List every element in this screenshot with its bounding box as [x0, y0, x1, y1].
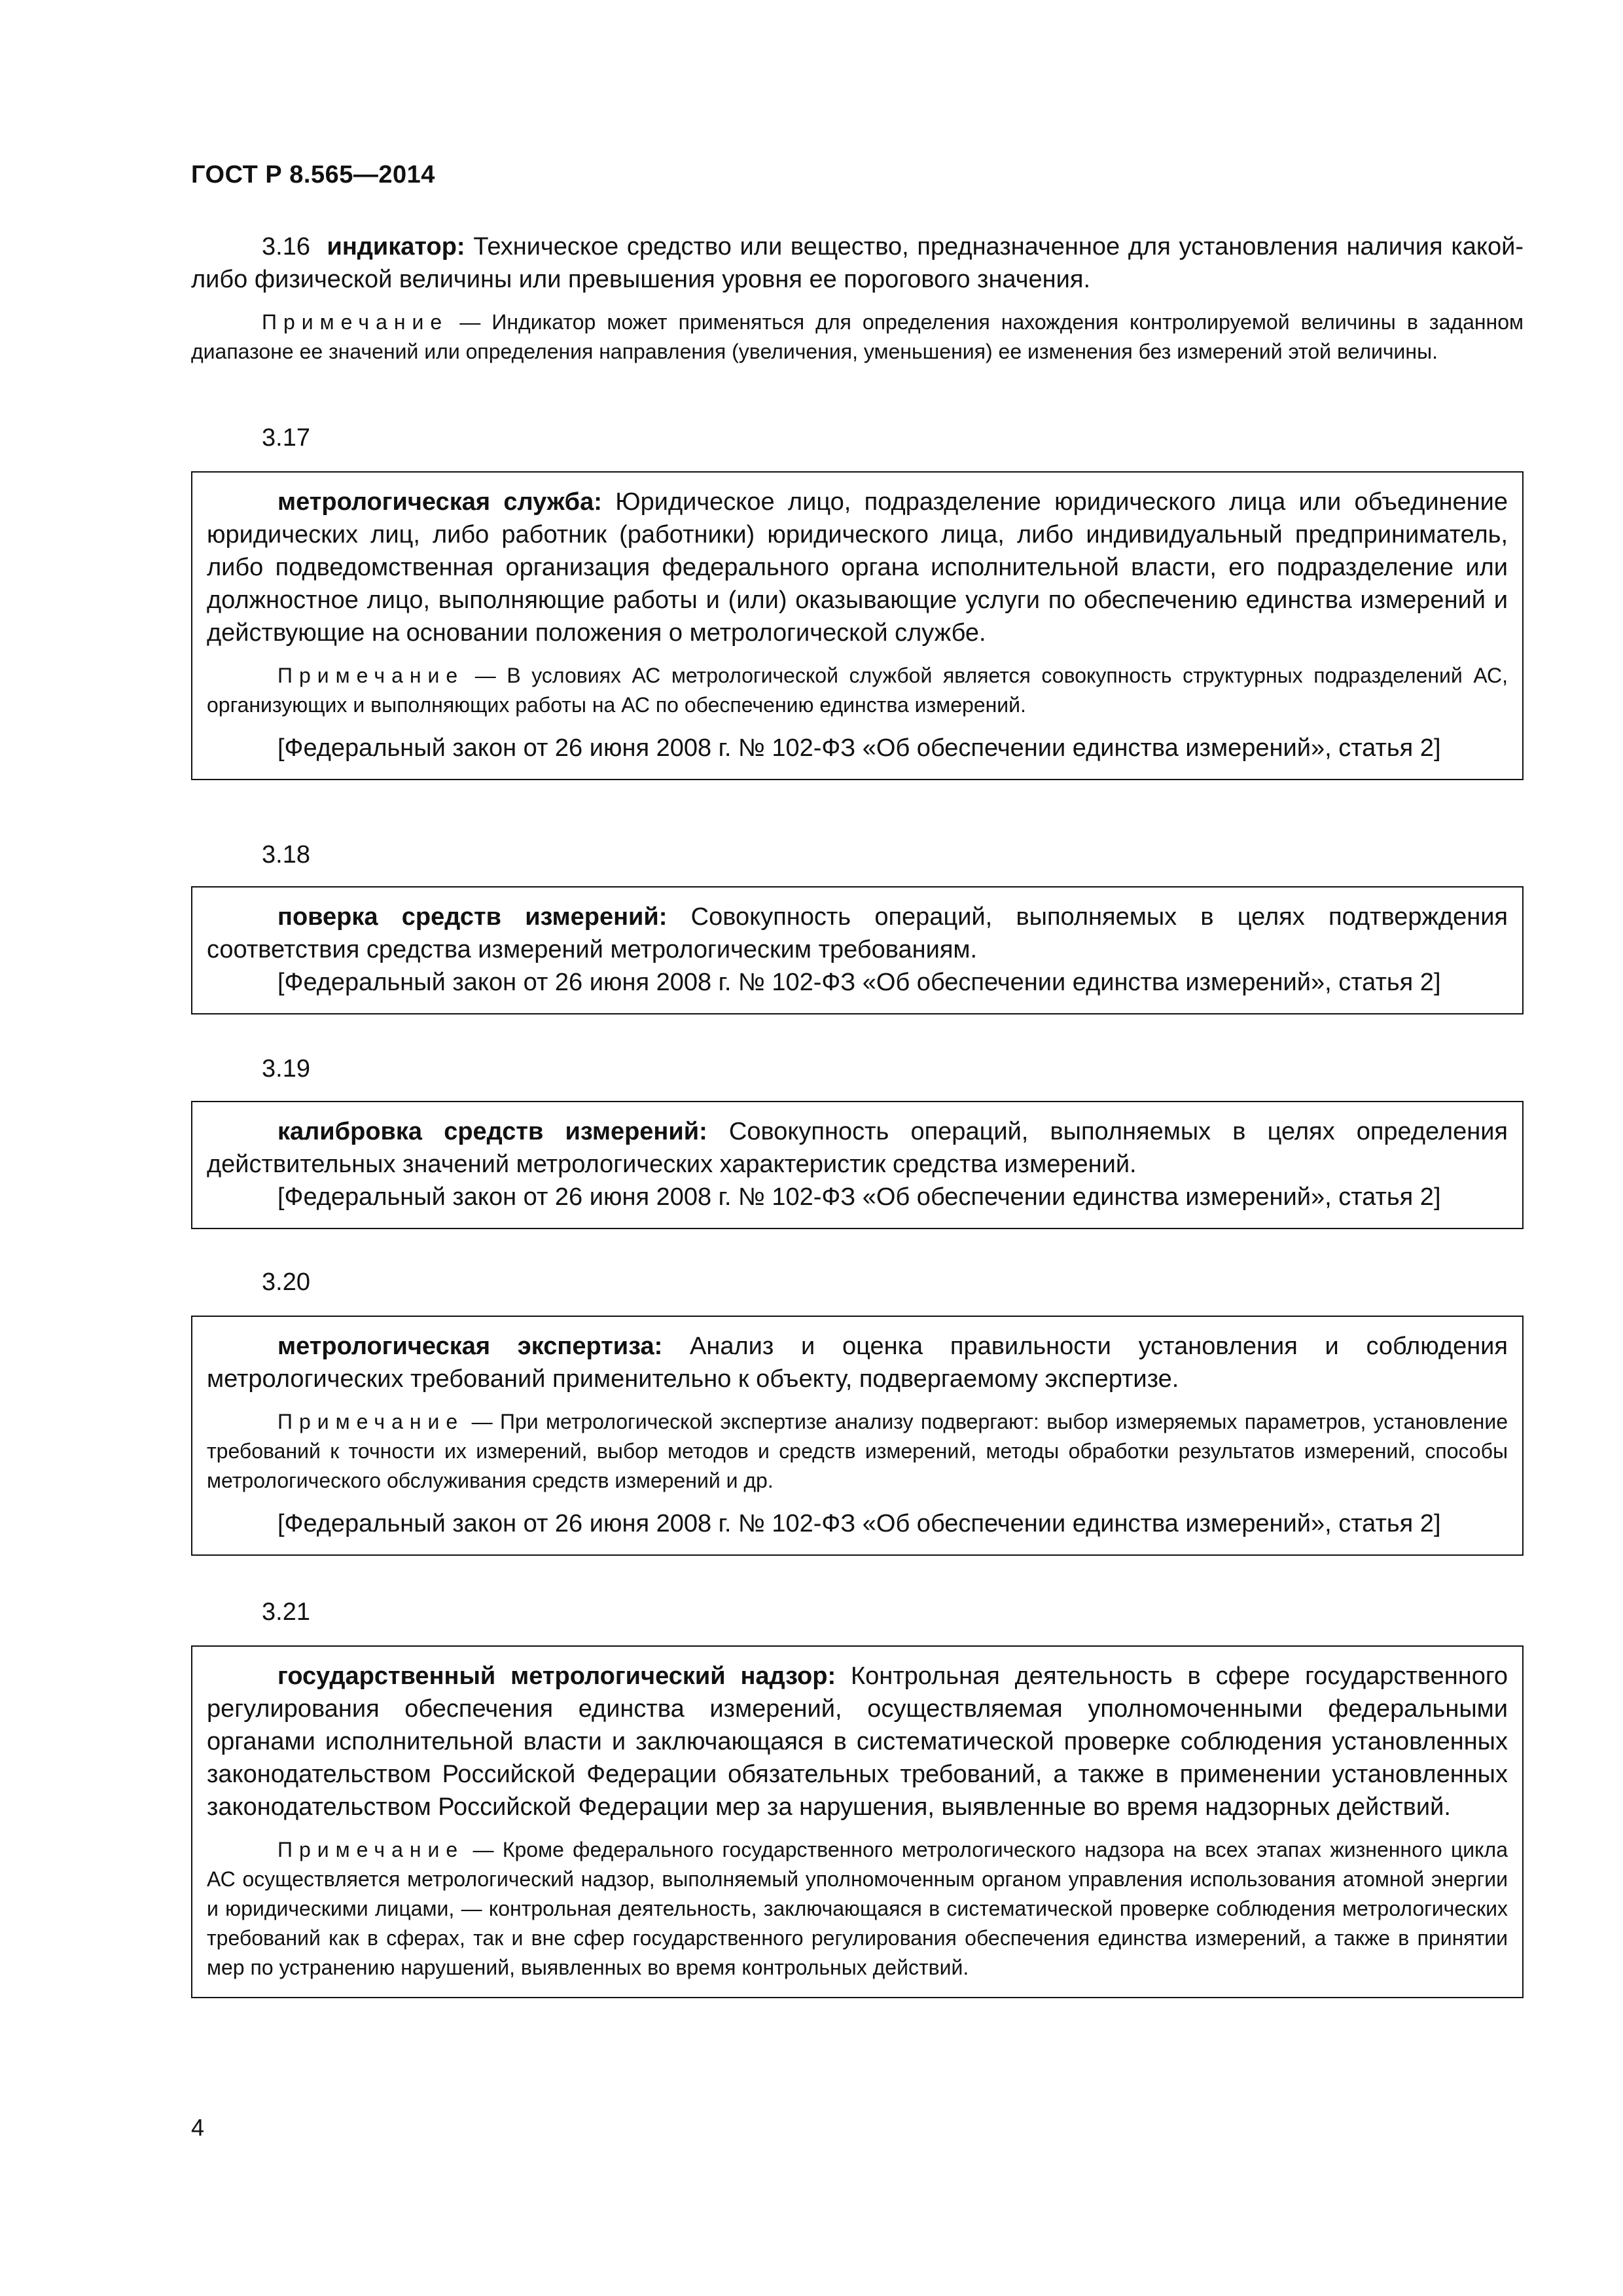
note-text: Кроме федерального государственного метрологического надзора на всех этапах жизненного цикла АС осуществляется метрологический надзор, выполняемый уполномоченным органом управления использования атомной энергии и юридическими лицами, — контрольная деятельность, заключающаяся в систематической проверке соблюдения метрологических требований как в сферах, так и вне сфер государственного регулирования обеспечения единства измерений, а также в принятии мер по устранению нарушений, выявленных во время контрольных действий. — [207, 1838, 1508, 1979]
section-3-16 — [191, 230, 1524, 367]
section-3-20-box — [191, 1316, 1524, 1556]
note-text: При метрологической экспертизе анализу подвергают: выбор измеряемых параметров, установление требований к точности их измерений, выбор методов и средств измерений, методы обработки результатов измерений, способы метрологического обслуживания средств измерений и др. — [207, 1410, 1508, 1492]
section-number: 3.16 — [262, 233, 310, 260]
source-reference: [Федеральный закон от 26 июня 2008 г. № 102-ФЗ «Об обеспечении единства измерений», статья 2] — [277, 1183, 1441, 1211]
section-number: 3.18 — [262, 841, 310, 869]
section-3-19-box — [191, 1101, 1524, 1229]
term: государственный метрологический надзор: — [277, 1662, 836, 1690]
definition: Техническое средство или вещество, предназначенное для установления наличия какой-либо физической величины или превышения уровня ее порогового значения. — [191, 233, 1524, 293]
definition: Анализ и оценка правильности установления и соблюдения метрологических требований применительно к объекту, подвергаемому экспертизе. — [207, 1333, 1508, 1393]
definition: Юридическое лицо, подразделение юридического лица или объединение юридических лиц, либо работник (работники) юридического лица, либо индивидуальный предприниматель, либо подведомственная организация федерального органа исполнительной власти, его подразделение или должностное лицо, выполняющие работы и (или) оказывающие услуги по обеспечению единства измерений и действующие на основании положения о метрологической службе. — [207, 488, 1508, 647]
term: метрологическая служба: — [277, 488, 602, 516]
note: Примечание — Индикатор может применяться для определения нахождения контролируемой величины в заданном диапазоне ее значений или определения направления (увеличения, уменьшения) ее изменения без измерений этой величины. — [191, 310, 1524, 363]
source-reference: [Федеральный закон от 26 июня 2008 г. № 102-ФЗ «Об обеспечении единства измерений», статья 2] — [277, 734, 1441, 762]
definition: Совокупность операций, выполняемых в целях подтверждения соответствия средства измерений метрологическим требованиям. — [207, 903, 1508, 963]
term: метрологическая экспертиза: — [277, 1333, 663, 1360]
section-number: 3.20 — [262, 1268, 310, 1296]
term: калибровка средств измерений: — [277, 1118, 707, 1145]
definition-paragraph — [207, 901, 1508, 966]
note-label: Примечание — [277, 1410, 465, 1433]
note-label: Примечание — [277, 1838, 465, 1861]
source-reference: [Федеральный закон от 26 июня 2008 г. № 102-ФЗ «Об обеспечении единства измерений», статья 2] — [277, 969, 1441, 996]
page-number: 4 — [191, 2114, 205, 2141]
term: индикатор: — [327, 233, 465, 260]
definition-paragraph — [207, 1660, 1508, 1823]
document-header: ГОСТ Р 8.565—2014 — [191, 161, 435, 188]
definition-paragraph — [207, 1115, 1508, 1181]
section-3-21-box — [191, 1645, 1524, 1998]
definition: Совокупность операций, выполняемых в целях определения действительных значений метрологических характеристик средства измерений. — [207, 1118, 1508, 1178]
section-number: 3.17 — [262, 424, 310, 452]
section-number: 3.19 — [262, 1055, 310, 1083]
section-3-17-box — [191, 471, 1524, 780]
note-text: В условиях АС метрологической службой является совокупность структурных подразделений АС, организующих и выполняющих работы на АС по обеспечению единства измерений. — [207, 664, 1508, 717]
definition-paragraph — [207, 1330, 1508, 1395]
note: Примечание — Кроме федерального государственного метрологического надзора на всех этапах жизненного цикла АС осуществляется метрологический надзор, выполняемый уполномоченным органом управления использования атомной энергии и юридическими лицами, — контрольная деятельность, заключающаяся в систематической проверке соблюдения метрологических требований как в сферах, так и вне сфер государственного регулирования обеспечения единства измерений, а также в принятии мер по устранению нарушений, выявленных во время контрольных действий. — [207, 1838, 1508, 1979]
note-label: Примечание — [277, 664, 465, 687]
note-label: Примечание — [262, 310, 449, 334]
note-text: Индикатор может применяться для определения нахождения контролируемой величины в заданном диапазоне ее значений или определения направления (увеличения, уменьшения) ее изменения без измерений этой величины. — [191, 310, 1524, 363]
note: Примечание — При метрологической экспертизе анализу подвергают: выбор измеряемых параметров, установление требований к точности их измерений, выбор методов и средств измерений, методы обработки результатов измерений, способы метрологического обслуживания средств измерений и др. — [207, 1410, 1508, 1492]
source-reference: [Федеральный закон от 26 июня 2008 г. № 102-ФЗ «Об обеспечении единства измерений», статья 2] — [277, 1510, 1441, 1537]
definition-paragraph — [207, 486, 1508, 649]
definition-paragraph — [191, 230, 1524, 296]
section-3-18-box — [191, 886, 1524, 1014]
note: Примечание — В условиях АС метрологической службой является совокупность структурных подразделений АС, организующих и выполняющих работы на АС по обеспечению единства измерений. — [207, 664, 1508, 717]
section-number: 3.21 — [262, 1598, 310, 1626]
term: поверка средств измерений: — [277, 903, 668, 931]
definition: Контрольная деятельность в сфере государственного регулирования обеспечения единства измерений, осуществляемая уполномоченными федеральными органами исполнительной власти и заключающаяся в систематической проверке соблюдения установленных законодательством Российской Федерации обязательных требований, а также в применении установленных законодательством Российской Федерации мер за нарушения, выявленные во время надзорных действий. — [207, 1662, 1508, 1821]
